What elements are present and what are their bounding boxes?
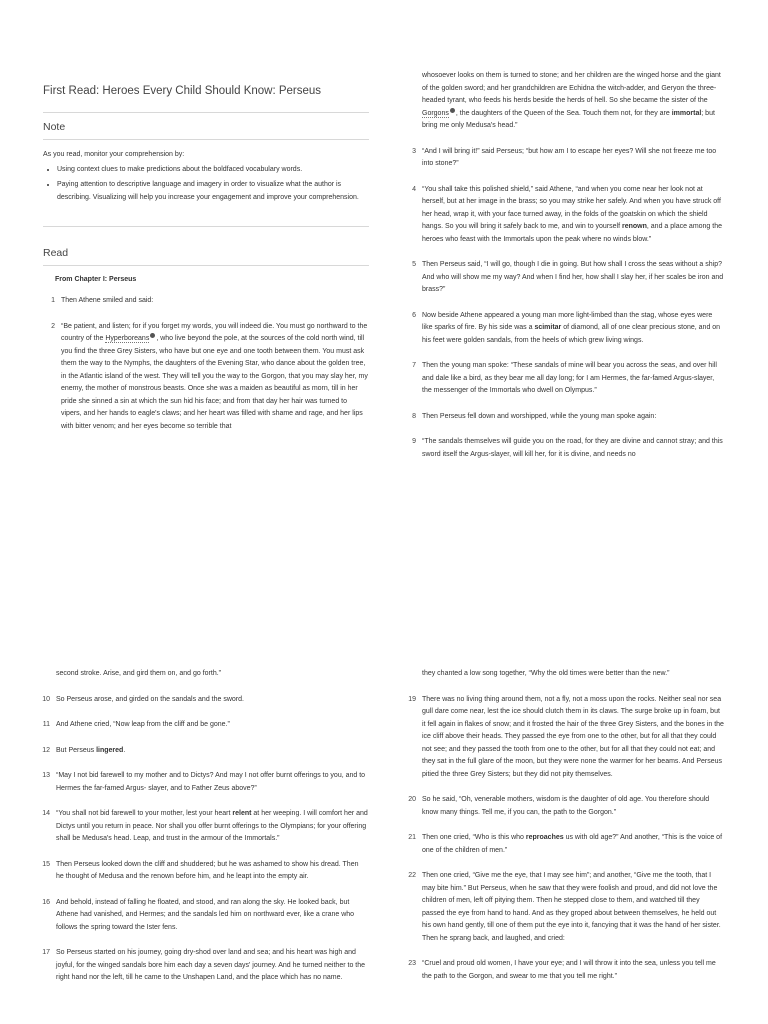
paragraph-17 xyxy=(38,947,368,985)
paragraph-text xyxy=(422,184,724,247)
paragraph-text xyxy=(56,745,368,758)
note-body xyxy=(43,140,369,216)
text-run: , and a place among the heroes who feast with the Immortals upon the peak where no winds blow.” xyxy=(422,223,723,243)
paragraph-number: 10 xyxy=(42,695,50,703)
paragraph-number: 12 xyxy=(42,746,50,754)
paragraph-number: 5 xyxy=(412,261,416,268)
paragraph-text: Then Perseus said, “I will go, though I die in going. But how shall I cross the seas without a ship? And who will show me my way? And when I find her, how shall I slay her, if her scales be iron and brass?” xyxy=(422,261,724,293)
paragraph-number: 20 xyxy=(408,796,416,803)
paragraph-23 xyxy=(404,958,724,983)
right-column-bottom xyxy=(404,668,724,996)
paragraph-number: 16 xyxy=(42,898,50,906)
paragraph-text: “May I not bid farewell to my mother and to Dictys? And may I not offer burnt offerings to you, and to Hermes the far-famed Argus- slayer, and to Father Zeus above?” xyxy=(56,772,366,792)
paragraph-number: 1 xyxy=(51,297,55,304)
vocabulary-word[interactable]: reproaches xyxy=(525,834,564,841)
annotated-word-link[interactable]: Hyperboreans xyxy=(105,335,150,342)
annotated-word-link[interactable]: Gorgons xyxy=(422,109,449,117)
paragraph-text: Then one cried, “Give me the eye, that I may see him”; and another, “Give me the tooth, that I may bite him.” But Perseus, when he saw that they were foolish and proud, and did not love the children of men, left off pitying them. Then he stepped close to them, and watched till they passed the eye from hand to hand. And as they groped about between themselves, he held out his own hand gently, till one of them put the eye into it, fancying that it was the hand of her sister. Then he sprang back, and laughed, and cried: xyxy=(422,872,721,942)
paragraph-18-continued: they chanted a low song together, “Why the old times were better than the new.” xyxy=(422,670,670,677)
paragraph-text: “And I will bring it!” said Perseus; “but how am I to escape her eyes? Will she not freeze me too into stone?” xyxy=(422,147,717,167)
right-column-top xyxy=(404,70,724,474)
note-list xyxy=(43,163,369,204)
note-bullet: • Using context clues to make predictions about the boldfaced vocabulary words. xyxy=(57,163,369,176)
paragraph-20 xyxy=(404,794,724,819)
text-run: , the daughters of the Queen of the Sea. Touch them not, for they are xyxy=(455,109,672,117)
text-run: But Perseus xyxy=(56,746,97,754)
paragraph-number: 14 xyxy=(42,810,50,817)
left-column-bottom xyxy=(38,668,368,998)
paragraph-3 xyxy=(404,146,724,171)
paragraph-text xyxy=(56,808,368,846)
paragraph-7 xyxy=(404,360,724,398)
paragraph-15 xyxy=(38,859,368,884)
note-intro: As you read, monitor your comprehension by: xyxy=(43,151,185,158)
left-column-top xyxy=(43,78,369,446)
paragraph-1 xyxy=(43,295,369,308)
paragraph-number: 11 xyxy=(42,721,50,728)
paragraph-number: 13 xyxy=(42,772,50,779)
paragraph-text: And Athene cried, “Now leap from the cliff and be gone.” xyxy=(56,721,230,728)
vocabulary-word[interactable]: relent xyxy=(232,810,252,817)
paragraph-text: So Perseus arose, and girded on the sandals and the sword. xyxy=(56,695,244,703)
paragraph-4 xyxy=(404,184,724,247)
paragraph-number: 19 xyxy=(408,695,416,703)
paragraph-16 xyxy=(38,897,368,935)
paragraph-text xyxy=(422,832,724,857)
paragraph-number: 6 xyxy=(412,311,416,319)
paragraph-number: 9 xyxy=(412,438,416,445)
text-run: “Be patient, and listen; for if you forget my words, you will indeed die. You must go northward to the country of the xyxy=(61,322,368,342)
note-heading: Note xyxy=(43,112,369,140)
text-run: Then one cried, “Who is this who xyxy=(422,834,526,841)
paragraph-text xyxy=(61,321,369,434)
paragraph-text: There was no living thing around them, not a fly, not a moss upon the rocks. Neither seal nor sea gull dare come near, lest the ice should clutch them in its claws. The surge broke up in foam, but it fell again in flakes of snow; and it frosted the hair of the three Grey Sisters, and the bones in the ice cliff above their heads. They passed the eye from one to the other, but for all that they could not see; and they passed the tooth from one to the other, but for all that they could not eat; and they sat in the full glare of the moon, but they were none the warmer for her beams. And Perseus pitied the three Grey Sisters; but they did not pity themselves. xyxy=(422,695,724,778)
paragraph-number: 3 xyxy=(412,147,416,155)
paragraph-5 xyxy=(404,259,724,297)
note-bullet: • Paying attention to descriptive language and imagery in order to visualize what the author is describing. Visualizing will help you increase your engagement and improve your comprehension. xyxy=(57,178,369,204)
text-run: Now beside Athene appeared a young man more light-limbed than the stag, whose eyes were like sparks of fire. By his side was a xyxy=(422,311,713,331)
paragraph-2 xyxy=(43,321,369,434)
paragraph-text: “Cruel and proud old women, I have your eye; and I will throw it into the sea, unless you tell me the path to the Gorgon, and swear to me that you tell me right.” xyxy=(422,960,716,980)
paragraph-number: 23 xyxy=(408,960,416,967)
paragraph-13 xyxy=(38,770,368,795)
vocabulary-word[interactable]: immortal xyxy=(671,109,702,117)
paragraph-text: Then the young man spoke: “These sandals of mine will bear you across the seas, and over hill and dale like a bird, as they bear me all day long; for I am Hermes, the far-famed Argus-slayer, the messenger of the Immortals who dwell on Olympus.” xyxy=(422,362,717,394)
read-heading: Read xyxy=(43,239,369,266)
paragraph-19 xyxy=(404,694,724,782)
text-run: us with old age?” And another, “This is the voice of one of the children of men.” xyxy=(422,834,723,854)
paragraph-number: 7 xyxy=(412,362,416,369)
text-run: “You shall take this polished shield,” said Athene, “and when you come near her look not at herself, but at her image in the brass; so you may strike her safely. And when you have struck off her head, wrap it, with your face turned away, in the folds of the goatskin on which the shield hangs. So you will bring it safely back to me, and win to yourself xyxy=(422,185,721,230)
paragraph-11 xyxy=(38,719,368,732)
text-run: at her weeping. I will comfort her and Dictys until you return in peace. Nor shall you offer burnt offerings to the Olympians; for your offering shall be Medusa's head. Leap, and trust in the armour of the Immortals.” xyxy=(56,810,368,842)
paragraph-10 xyxy=(38,694,368,707)
paragraph-6 xyxy=(404,310,724,348)
vocabulary-word[interactable]: renown xyxy=(622,223,647,230)
vocabulary-word[interactable]: scimitar xyxy=(534,324,562,331)
paragraph-8 xyxy=(404,411,724,424)
paragraph-number: 17 xyxy=(42,949,50,956)
paragraph-text: So he said, “Oh, venerable mothers, wisdom is the daughter of old age. You therefore should know many things. Tell me, if you can, the path to the Gorgon.” xyxy=(422,796,710,816)
vocabulary-word[interactable]: lingered xyxy=(96,746,124,754)
paragraph-text: So Perseus started on his journey, going dry-shod over land and sea; and his heart was high and joyful, for the winged sandals bore him each day a seven days' journey. And he turned neither to the right hand nor the left, till he came to the Unshapen Land, and the place which has no name. xyxy=(56,949,366,981)
annotation-marker-icon[interactable] xyxy=(450,108,455,113)
text-run: whosoever looks on them is turned to stone; and her children are the winged horse and the giant of the golden sword; and her grandchildren are Echidna the witch-adder, and Geryon the three-headed tyrant, who feeds his herds beside the herds of hell. So she became the sister of the xyxy=(422,72,721,104)
text-run: ; but bring me only Medusa's head.” xyxy=(422,109,715,129)
paragraph-text: And behold, instead of falling he floated, and stood, and ran along the sky. He looked back, but Athene had vanished, and Hermes; and the sandals led him on northward ever, like a crane who follows the spring toward the Ister fens. xyxy=(56,898,355,931)
paragraph-number: 4 xyxy=(412,185,416,193)
paragraph-number: 15 xyxy=(42,860,50,868)
paragraph-text xyxy=(422,310,724,348)
document-title: First Read: Heroes Every Child Should Know: Perseus xyxy=(43,85,322,97)
paragraph-number: 21 xyxy=(408,834,416,841)
chapter-title: From Chapter I: Perseus xyxy=(55,276,137,283)
paragraph-number: 8 xyxy=(412,412,416,420)
paragraph-9-continued: second stroke. Arise, and gird them on, and go forth.” xyxy=(56,670,221,677)
paragraph-14 xyxy=(38,808,368,846)
paragraph-21 xyxy=(404,832,724,857)
paragraph-number: 2 xyxy=(51,322,55,330)
text-run: of diamond, all of one clear precious stone, and on his feet were golden sandals, from the heels of which grew living wings. xyxy=(422,324,721,344)
text-run: . xyxy=(123,746,126,754)
paragraph-12 xyxy=(38,745,368,758)
paragraph-number: 22 xyxy=(408,872,416,879)
paragraph-text: Then Athene smiled and said: xyxy=(61,297,154,304)
bottom-page-section xyxy=(0,660,768,1024)
paragraph-22 xyxy=(404,870,724,945)
paragraph-text: “The sandals themselves will guide you on the road, for they are divine and cannot stray; and this sword itself the Argus-slayer, will kill her, for it is divine, and needs no xyxy=(422,438,723,458)
paragraph-9 xyxy=(404,436,724,461)
paragraph-2-continued xyxy=(422,70,724,133)
text-run: “You shall not bid farewell to your mother, lest your heart xyxy=(56,810,233,817)
paragraph-text: Then Perseus fell down and worshipped, while the young man spoke again: xyxy=(422,412,657,420)
paragraph-text: Then Perseus looked down the cliff and shuddered; but he was ashamed to show his dread. Then he thought of Medusa and the renown before him, and he leapt into the empty air. xyxy=(56,860,359,880)
text-run: , who live beyond the pole, at the sources of the cold north wind, till you find the three Grey Sisters, who have but one eye and one tooth between them. You must ask them the way to the Nymphs, the daughters of the Evening Star, who dance about the golden tree, in the Atlantic island of the west. They will tell you the way to the Gorgon, that you may slay her, my enemy, the mother of monstrous beasts. Once she was a maiden as beautiful as morn, till in her pride she sinned a sin at which the sun hid his face; and from that day her hair was turned to vipers, and her hands to eagle's claws; and her heart was filled with shame and rage, and her lips with bitter venom; and her eyes become so terrible that xyxy=(61,335,368,430)
annotation-marker-icon[interactable] xyxy=(150,333,155,338)
